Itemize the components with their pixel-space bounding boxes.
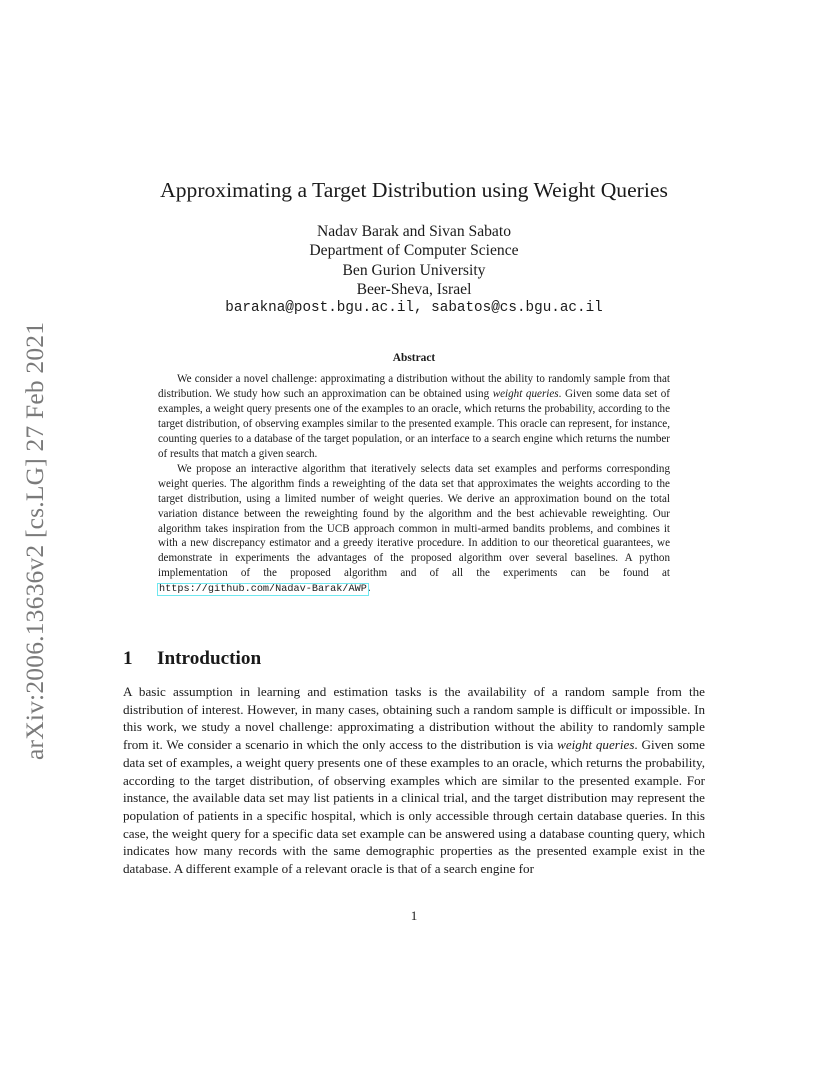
abstract-p1-text-a: We consider a novel challenge: approximating a distribution without the ability to randomly sample from that distribution. We study how such an approximation can be obtained using [158,373,670,400]
intro-text-b: . Given some data set of examples, a weight query presents one of these examples to an oracle, which returns the probability, according to the target distribution, of observing examples which are similar to the presented example. For instance, the available data set may list patients in a clinical trial, and the target distribution may represent the population of patients in a specific hospital, which is only accessible through certain database queries. In this case, the weight query for a specific data set example can be answered using a database counting query, which indicates how many records with the same demographic properties as the presented example exist in the database. A different example of a relevant oracle is that of a search engine for [123,737,705,877]
abstract-p2-text-b: . [367,582,371,595]
author-emails: barakna@post.bgu.ac.il, sabatos@cs.bgu.ac.il [225,300,603,317]
section-heading-introduction [123,648,261,670]
abstract-p1-text-b: . Given some data set of examples, a weight query presents one of the examples to an oracle, which returns the probability, according to the target distribution, of observing examples similar to the presented example. This oracle can represent, for instance, counting queries to a database of the target population, or an interface to a search engine which returns the number of results that match a given search. [158,387,671,460]
abstract-p2-text-a: We propose an interactive algorithm that iteratively selects data set examples and performs corresponding weight queries. The algorithm finds a reweighting of the data set that approximates the weights according to the target distribution, using a limited number of weight queries. We derive an approximation bound on the total variation distance between the reweighting found by the algorithm and the best achievable reweighting. Our algorithm takes inspiration from the UCB approach common in multi-armed bandits problems, and combines it with a new discrepancy estimator and a greedy iterative procedure. In addition to our theoretical guarantees, we demonstrate in experiments the advantages of the proposed algorithm over several baselines. A python implementation of the proposed algorithm and of all the experiments can be found at [158,462,670,580]
page-number: 1 [410,908,418,923]
author-university: Ben Gurion University [342,261,486,279]
abstract-p1-emphasis: weight queries [492,387,559,400]
author-names: Nadav Barak and Sivan Sabato [316,223,511,240]
author-department: Department of Computer Science [309,242,519,260]
introduction-paragraph [123,683,705,878]
section-title: Introduction [157,648,262,669]
abstract-heading: Abstract [392,352,436,364]
section-number: 1 [123,648,133,669]
abstract-body [158,372,670,598]
abstract-paragraph-2 [158,462,670,599]
abstract-paragraph-1 [158,372,670,462]
arxiv-identifier-stamp: arXiv:2006.13636v2 [cs.LG] 27 Feb 2021 [20,321,49,760]
author-location: Beer-Sheva, Israel [356,280,472,298]
intro-emphasis: weight queries [557,737,635,753]
paper-title: Approximating a Target Distribution using Weight Queries [160,178,668,202]
author-block [0,222,828,318]
intro-text-a: A basic assumption in learning and estimation tasks is the availability of a random sample from the distribution of interest. However, in many cases, obtaining such a random sample is difficult or impossible. In this work, we study a novel challenge: approximating a distribution without the ability to randomly sample from it. We consider a scenario in which the only access to the distribution is via [123,684,705,753]
github-link[interactable]: https://github.com/Nadav-Barak/AWP [159,584,367,596]
